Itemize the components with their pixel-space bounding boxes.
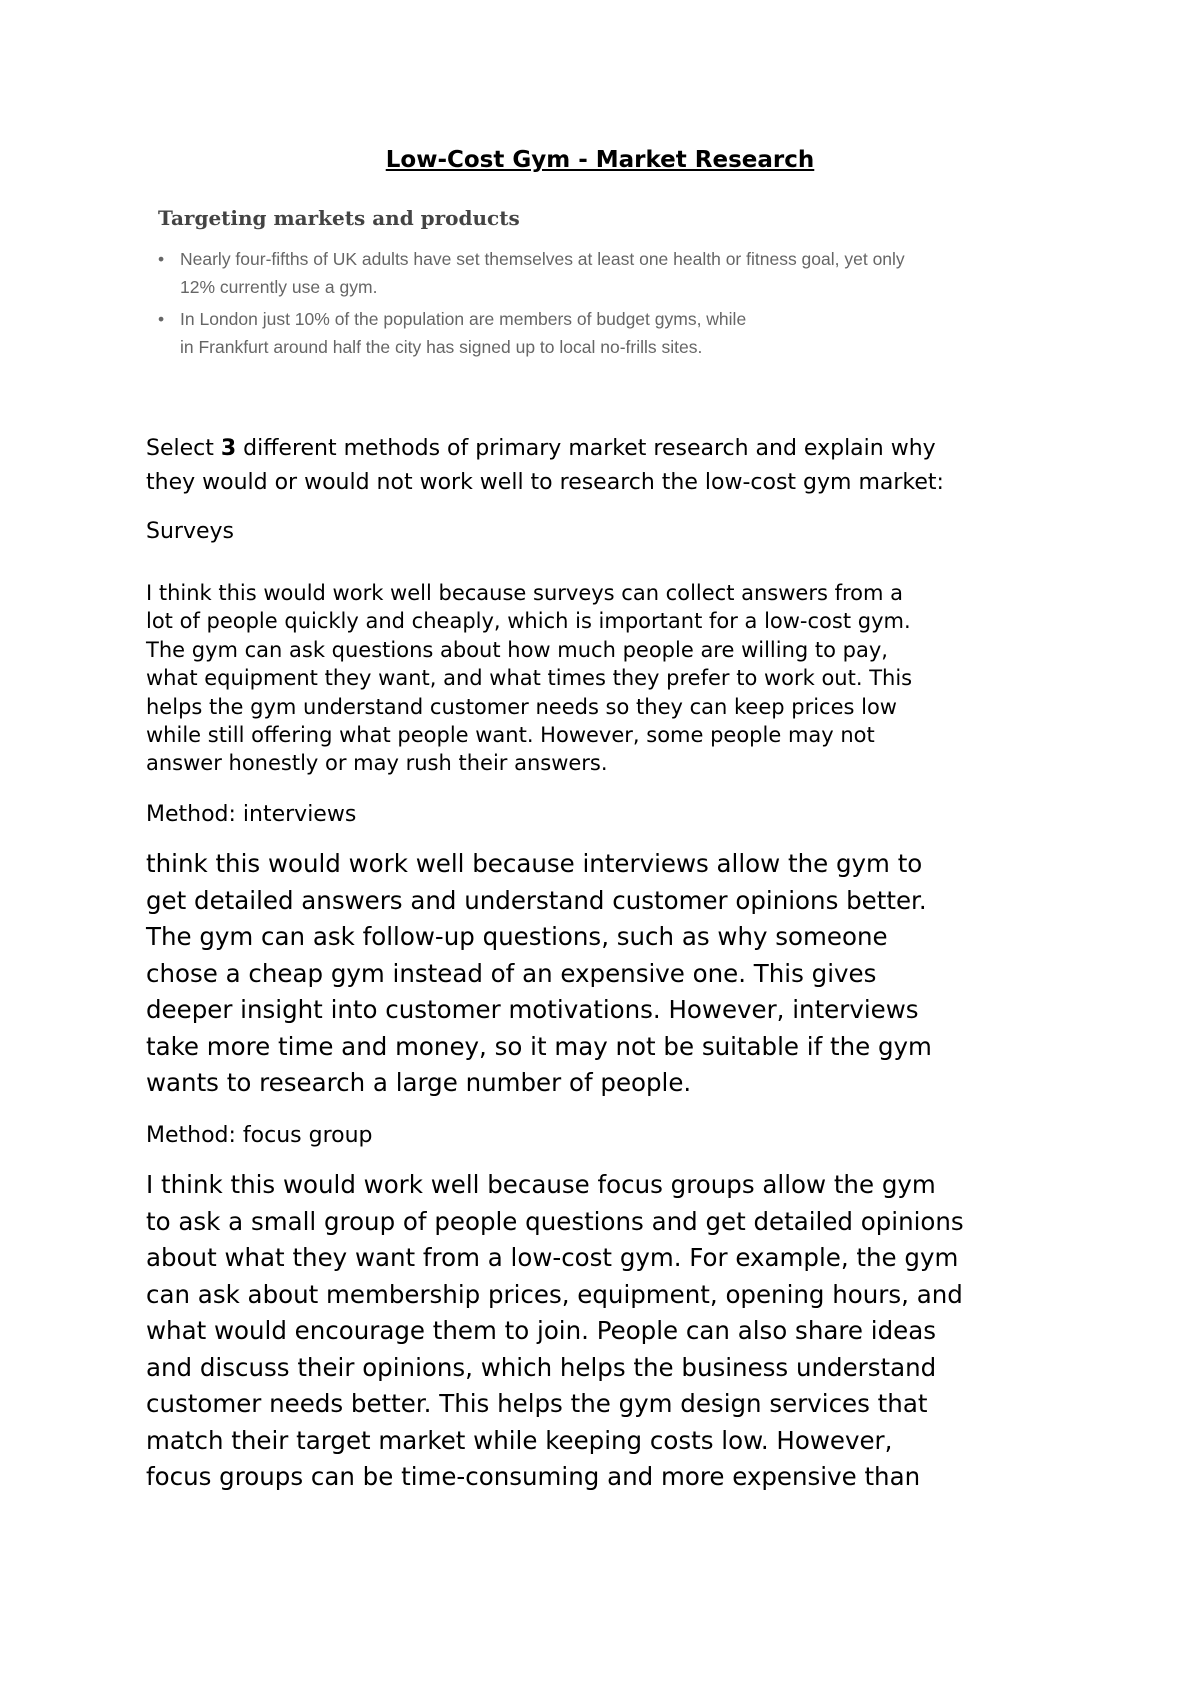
method-answer-focus-group bbox=[146, 1167, 964, 1496]
clipping-heading: Targeting markets and products bbox=[158, 206, 520, 230]
bullet-icon: • bbox=[158, 309, 165, 329]
prompt-text: different methods of primary market research and explain why bbox=[236, 436, 936, 461]
answer-line: helps the gym understand customer needs so they can keep prices low bbox=[146, 694, 897, 719]
prompt-line: they would or would not work well to research the low-cost gym market: bbox=[146, 470, 944, 495]
method-answer-interviews bbox=[146, 846, 932, 1102]
answer-line: wants to research a large number of people. bbox=[146, 1068, 692, 1097]
answer-line: customer needs better. This helps the gym design services that bbox=[146, 1389, 928, 1418]
clipping-bullet-line: in Frankfurt around half the city has signed up to local no-frills sites. bbox=[180, 337, 703, 357]
method-label-interviews: Method: interviews bbox=[146, 802, 357, 827]
article-clipping-image bbox=[158, 205, 1058, 365]
answer-line: match their target market while keeping costs low. However, bbox=[146, 1425, 893, 1455]
answer-line: I think this would work well because focus groups allow the gym bbox=[146, 1170, 936, 1199]
answer-line: think this would work well because interviews allow the gym to bbox=[146, 849, 923, 878]
question-prompt bbox=[146, 432, 944, 500]
answer-line: focus groups can be time-consuming and more expensive than bbox=[146, 1462, 921, 1491]
answer-line: to ask a small group of people questions and get detailed opinions bbox=[146, 1206, 964, 1236]
answer-line: I think this would work well because surveys can collect answers from a bbox=[146, 581, 903, 605]
answer-line: get detailed answers and understand customer opinions better. bbox=[146, 885, 927, 915]
clipping-bullet-line: Nearly four-fifths of UK adults have set themselves at least one health or fitness goal, yet only bbox=[180, 249, 905, 269]
answer-line: take more time and money, so it may not be suitable if the gym bbox=[146, 1031, 932, 1061]
document-title: Low-Cost Gym - Market Research bbox=[385, 147, 815, 173]
bullet-icon: • bbox=[158, 249, 165, 269]
clipping-bullet-text bbox=[180, 305, 746, 361]
prompt-text: Select bbox=[146, 436, 221, 461]
answer-line: lot of people quickly and cheaply, which is important for a low-cost gym. bbox=[146, 609, 911, 634]
clipping-bullet-text bbox=[180, 245, 905, 301]
answer-line: while still offering what people want. However, some people may not bbox=[146, 723, 875, 748]
answer-line: and discuss their opinions, which helps the business understand bbox=[146, 1352, 937, 1382]
prompt-count: 3 bbox=[220, 436, 237, 461]
answer-line: what equipment they want, and what times they prefer to work out. This bbox=[146, 666, 913, 691]
answer-line: answer honestly or may rush their answers. bbox=[146, 751, 608, 776]
answer-line: deeper insight into customer motivations. However, interviews bbox=[146, 995, 919, 1024]
answer-line: The gym can ask follow-up questions, such as why someone bbox=[146, 922, 888, 951]
method-label-surveys: Surveys bbox=[146, 519, 234, 544]
clipping-bullet-line: In London just 10% of the population are members of budget gyms, while bbox=[180, 309, 747, 329]
clipping-bullet bbox=[158, 305, 1038, 365]
method-label-focus-group: Method: focus group bbox=[146, 1123, 373, 1148]
answer-line: can ask about membership prices, equipment, opening hours, and bbox=[146, 1279, 963, 1309]
answer-line: The gym can ask questions about how much people are willing to pay, bbox=[146, 637, 888, 662]
clipping-bullet bbox=[158, 245, 1038, 305]
method-answer-surveys bbox=[146, 579, 912, 778]
answer-line: chose a cheap gym instead of an expensive one. This gives bbox=[146, 958, 877, 988]
answer-line: about what they want from a low-cost gym. For example, the gym bbox=[146, 1243, 959, 1272]
answer-line: what would encourage them to join. People can also share ideas bbox=[146, 1316, 936, 1345]
clipping-bullet-line: 12% currently use a gym. bbox=[180, 277, 378, 297]
prompt-line bbox=[146, 432, 944, 466]
